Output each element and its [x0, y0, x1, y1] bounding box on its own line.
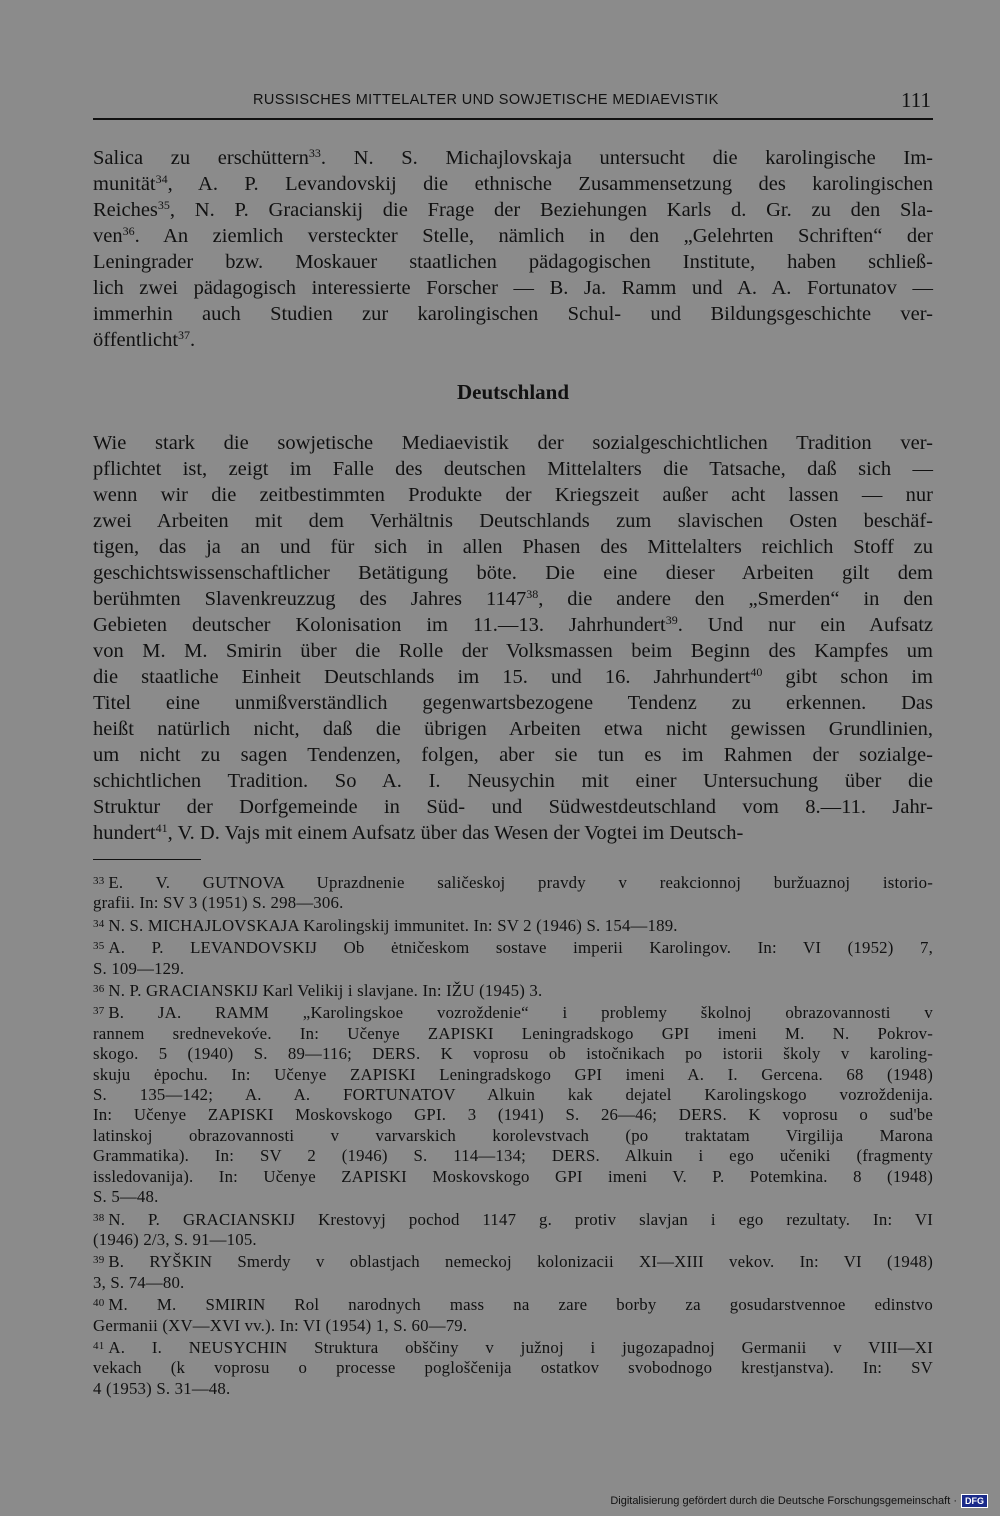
- text-line: [93, 145, 933, 171]
- text-segment: um nicht zu sagen Tendenzen, folgen, aber sie tun es im Rahmen der sozialge-: [93, 744, 933, 766]
- text-segment: Reiches: [93, 199, 158, 221]
- footnote-number: 38: [93, 1211, 105, 1224]
- text-segment: .: [190, 329, 196, 351]
- text-segment: . Und nur ein Aufsatz: [677, 614, 933, 636]
- dfg-logo: DFG: [961, 1494, 988, 1508]
- footnote-text: S. 109—129.: [93, 958, 185, 978]
- footnote-reference: 41: [155, 821, 168, 835]
- text-segment: wenn wir die zeitbestimmten Produkte der Kriegszeit außer acht lassen — nur: [93, 484, 933, 506]
- footnote-text: B. RYŠKIN Smerdy v oblastjach nemeckoj kolonizacii XI—XIII vekov. In: VI (1948): [108, 1252, 933, 1272]
- paragraph-2: [93, 430, 933, 846]
- text-segment: heißt natürlich nicht, daß die übrigen Arbeiten etwa nicht gewissen Grundlinien,: [93, 718, 933, 740]
- running-title: RUSSISCHES MITTELALTER UND SOWJETISCHE MEDIAEVISTIK: [253, 92, 719, 108]
- footnote-text: latinskoj obrazovannosti v varvarskich korolevstvach (po traktatam Virgilija Marona: [93, 1125, 933, 1145]
- text-segment: die staatliche Einheit Deutschlands im 15. und 16. Jahrhundert: [93, 666, 751, 688]
- text-segment: munität: [93, 173, 156, 195]
- footnote-text: S. 5—48.: [93, 1187, 159, 1207]
- text-line: [93, 560, 933, 586]
- footnote-reference: 39: [665, 613, 678, 627]
- footnote-line: [93, 893, 933, 913]
- text-line: [93, 664, 933, 690]
- footnote-number: 34: [93, 917, 105, 930]
- footnote-line: [93, 1379, 933, 1399]
- text-segment: von M. M. Smirin über die Rolle der Volksmassen beim Beginn des Kampfes um: [93, 640, 933, 662]
- footnote-text: skogo. 5 (1940) S. 89—116; DERS. K voprosu ob istočnikach po istorii školy v karoling-: [93, 1044, 933, 1064]
- text-line: [93, 742, 933, 768]
- running-head: [93, 88, 933, 120]
- footnote-text: In: Učenye ZAPISKI Moskovskogo GPI. 3 (1941) S. 26—46; DERS. K voprosu o sud'be: [93, 1105, 933, 1125]
- footnote-line: [93, 1044, 933, 1064]
- footnote-line: [93, 979, 933, 1001]
- footnote-line: [93, 871, 933, 893]
- text-line: [93, 768, 933, 794]
- text-segment: Leningrader bzw. Moskauer staatlichen pädagogischen Institute, haben schließ-: [93, 251, 933, 273]
- footnote-line: [93, 1208, 933, 1230]
- footnote-text: A. P. LEVANDOVSKIJ Ob ėtničeskom sostave imperii Karolingov. In: VI (1952) 7,: [108, 938, 933, 958]
- footnote-text: Grammatika). In: SV 2 (1946) S. 114—134; DERS. Alkuin i ego učeniki (fragmenty: [93, 1146, 933, 1166]
- footnote-number: 33: [93, 875, 105, 887]
- footnote-text: S. 135—142; A. A. FORTUNATOV Alkuin kak dejatel Karolingskogo vozroždenija.: [93, 1085, 933, 1105]
- footnote-reference: 34: [155, 172, 168, 186]
- text-line: [93, 171, 933, 197]
- footnote-text: vekach (k voprosu o processe pogloščenija ostatkov svobodnogo krestjanstva). In: SV: [93, 1358, 933, 1378]
- footnote-line: [93, 1358, 933, 1378]
- text-segment: , A. P. Levandovskij die ethnische Zusammensetzung des karolingischen: [167, 173, 933, 195]
- paragraph-1: [93, 145, 933, 353]
- text-segment: Titel eine unmißverständlich gegenwartsbezogene Tendenz zu erkennen. Das: [93, 692, 933, 714]
- credit-text: Digitalisierung gefördert durch die Deutsche Forschungsgemeinschaft ·: [610, 1495, 957, 1507]
- text-line: [93, 482, 933, 508]
- text-segment: . N. S. Michajlovskaja untersucht die karolingische Im-: [320, 147, 933, 169]
- text-segment: Gebieten deutscher Kolonisation im 11.—13. Jahrhundert: [93, 614, 666, 636]
- text-segment: Wie stark die sowjetische Mediaevistik der sozialgeschichtlichen Tradition ver-: [93, 432, 933, 454]
- footnote-text: A. I. NEUSYCHIN Struktura obščiny v južnoj i jugozapadnoj Germanii v VIII—XI: [108, 1337, 933, 1357]
- footnote-number: 41: [93, 1339, 105, 1352]
- text-line: [93, 716, 933, 742]
- footnote-line: [93, 1336, 933, 1358]
- text-segment: . An ziemlich versteckter Stelle, nämlich in den „Gelehrten Schriften“ der: [134, 225, 933, 247]
- footnote-number: 37: [93, 1005, 105, 1018]
- footnote-text: (1946) 2/3, S. 91—105.: [93, 1229, 257, 1249]
- text-line: [93, 534, 933, 560]
- footnote-text: Germanii (XV—XVI vv.). In: VI (1954) 1, S. 60—79.: [93, 1315, 468, 1335]
- digitization-credit: [610, 1494, 988, 1508]
- text-line: [93, 586, 933, 612]
- footnote-text: 3, S. 74—80.: [93, 1272, 185, 1292]
- footnote-text: N. P. GRACIANSKIJ Krestovyj pochod 1147 g. protiv slavjan i ego rezultaty. In: VI: [108, 1209, 933, 1229]
- text-segment: öffentlicht: [93, 329, 179, 351]
- footnote-text: skuju ėpochu. In: Učenye ZAPISKI Leningradskogo GPI imeni A. I. Gercena. 68 (1948): [93, 1064, 933, 1084]
- footnotes: [93, 871, 933, 1399]
- text-segment: schichtlichen Tradition. So A. I. Neusychin mit einer Untersuchung über die: [93, 770, 933, 792]
- section-heading: Deutschland: [456, 380, 570, 404]
- footnote-line: [93, 959, 933, 979]
- text-segment: zwei Arbeiten mit dem Verhältnis Deutschlands zum slavischen Osten beschäf-: [93, 510, 933, 532]
- text-line: [93, 794, 933, 820]
- text-segment: geschichtswissenschaftlicher Betätigung böte. Die eine dieser Arbeiten gilt dem: [93, 562, 933, 584]
- text-line: [93, 508, 933, 534]
- footnote-line: [93, 1105, 933, 1125]
- footnote-number: 40: [93, 1297, 105, 1310]
- footnote-line: [93, 1316, 933, 1336]
- text-line: [93, 275, 933, 301]
- page-number: 111: [901, 88, 931, 112]
- text-segment: lich zwei pädagogisch interessierte Forscher — B. Ja. Ramm und A. A. Fortunatov —: [93, 277, 933, 299]
- footnote-line: [93, 1085, 933, 1105]
- text-line: [93, 690, 933, 716]
- text-line: [93, 612, 933, 638]
- footnote-line: [93, 1273, 933, 1293]
- footnote-rule: [93, 859, 201, 860]
- footnote-reference: 40: [750, 665, 763, 679]
- text-line: [93, 249, 933, 275]
- footnote-text: N. P. GRACIANSKIJ Karl Velikij i slavjane. In: IŽU (1945) 3.: [108, 981, 543, 1001]
- footnote-number: 39: [93, 1254, 105, 1267]
- footnote-number: 36: [93, 983, 105, 996]
- text-line: [93, 456, 933, 482]
- text-segment: ven: [93, 225, 123, 247]
- text-line: [93, 301, 933, 327]
- footnote-line: [93, 1024, 933, 1044]
- footnote-text: B. JA. RAMM „Karolingskoe vozroždenie“ i problemy školnoj obrazovannosti v: [108, 1003, 933, 1023]
- text-segment: berühmten Slavenkreuzzug des Jahres 1147: [93, 588, 527, 610]
- text-line: [93, 430, 933, 456]
- text-segment: gibt schon im: [762, 666, 933, 688]
- footnote-line: [93, 1146, 933, 1166]
- text-segment: , N. P. Gracianskij die Frage der Beziehungen Karls d. Gr. zu den Sla-: [169, 199, 933, 221]
- footnote-line: [93, 1187, 933, 1207]
- footnote-line: [93, 936, 933, 958]
- footnote-line: [93, 1126, 933, 1146]
- footnote-text: 4 (1953) S. 31—48.: [93, 1378, 231, 1398]
- footnote-line: [93, 1230, 933, 1250]
- footnote-line: [93, 914, 933, 936]
- footnote-text: grafii. In: SV 3 (1951) S. 298—306.: [93, 893, 344, 913]
- footnote-reference: 37: [178, 328, 191, 342]
- text-segment: , die andere den „Smerden“ in den: [538, 588, 933, 610]
- footnote-text: M. M. SMIRIN Rol narodnych mass na zare borby za gosudarstvennoe edinstvo: [108, 1295, 933, 1315]
- footnote-text: issledovanija). In: Učenye ZAPISKI Moskovskogo GPI imeni V. P. Potemkina. 8 (1948): [93, 1166, 933, 1186]
- text-line: [93, 327, 933, 353]
- text-segment: immerhin auch Studien zur karolingischen Schul- und Bildungsgeschichte ver-: [93, 303, 933, 325]
- footnote-reference: 33: [308, 146, 321, 160]
- footnote-text: N. S. MICHAJLOVSKAJA Karolingskij immunitet. In: SV 2 (1946) S. 154—189.: [108, 915, 678, 935]
- text-segment: pflichtet ist, zeigt im Falle des deutschen Mittelalters die Tatsache, daß sich —: [93, 458, 933, 480]
- footnote-number: 35: [93, 940, 105, 953]
- footnote-reference: 35: [157, 198, 170, 212]
- footnote-line: [93, 1250, 933, 1272]
- footnote-line: [93, 1065, 933, 1085]
- text-line: [93, 223, 933, 249]
- footnote-reference: 36: [122, 224, 135, 238]
- text-segment: tigen, das ja an und für sich in allen Phasen des Mittelalters reichlich Stoff zu: [93, 536, 933, 558]
- footnote-text: rannem srednevekov́e. In: Učenye ZAPISKI Leningradskogo GPI imeni M. N. Pokrov-: [93, 1023, 933, 1043]
- footnote-line: [93, 1293, 933, 1315]
- footnote-reference: 38: [526, 587, 539, 601]
- footnote-line: [93, 1167, 933, 1187]
- footnote-line: [93, 1001, 933, 1023]
- text-line: [93, 197, 933, 223]
- text-line: [93, 820, 933, 846]
- text-segment: Struktur der Dorfgemeinde in Süd- und Südwestdeutschland vom 8.—11. Jahr-: [93, 796, 933, 818]
- text-segment: Salica zu erschüttern: [93, 147, 309, 169]
- text-line: [93, 638, 933, 664]
- footnote-text: E. V. GUTNOVA Uprazdnenie saličeskoj pravdy v reakcionnoj buržuaznoj istorio-: [108, 873, 933, 892]
- text-segment: , V. D. Vajs mit einem Aufsatz über das Wesen der Vogtei im Deutsch-: [167, 822, 744, 844]
- text-segment: hundert: [93, 822, 156, 844]
